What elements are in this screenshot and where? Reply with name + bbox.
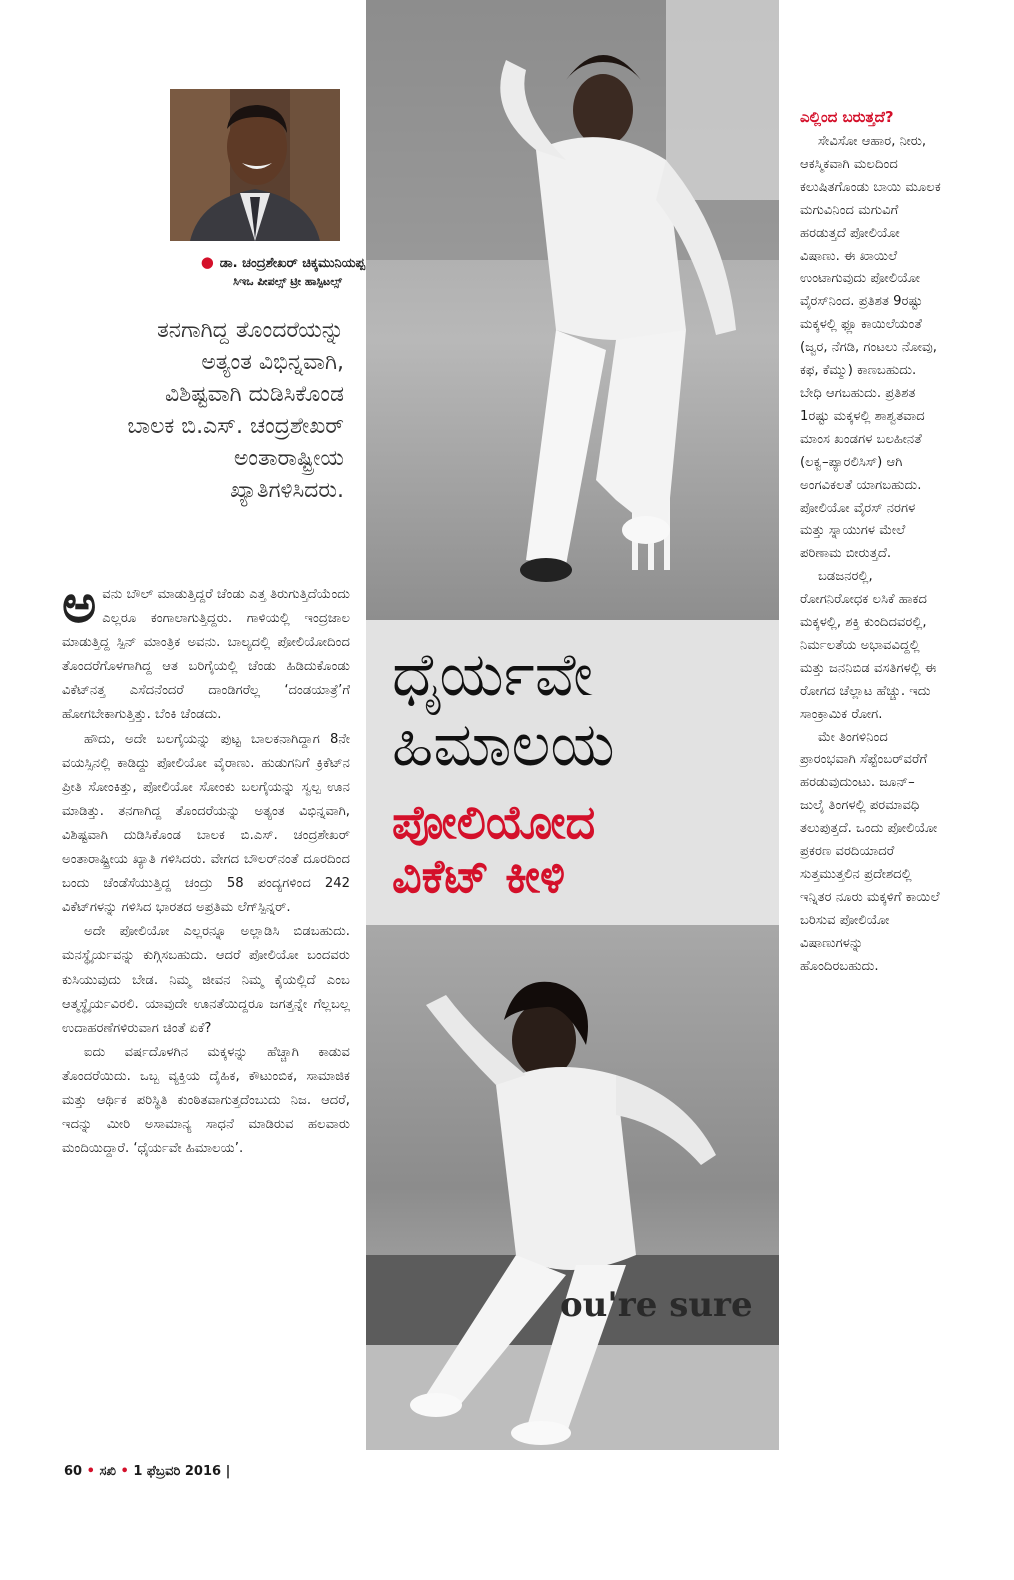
footer-divider: |: [225, 1464, 231, 1479]
footer-dot-icon: •: [120, 1464, 129, 1479]
page-number: 60: [64, 1464, 83, 1479]
subtitle-line: ವಿಕೆಟ್ ಕೀಳಿ: [392, 849, 566, 903]
sidebar-paragraph: ಸೇವಿಸೋ ಆಹಾರ, ನೀರು, ಆಕಸ್ಮಿಕವಾಗಿ ಮಲದಿಂದ ಕಲುಷಿತಗೊಂಡು ಬಾಯಿ ಮೂಲಕ ಮಗುವಿನಿಂದ ಮಗುವಿಗೆ ಹರಡುತ್ತದೆ ಪೋಲಿಯೋ ವಿಷಾಣು. ಈ ಖಾಯಿಲೆ ಉಂಟಾಗುವುದು ಪೋಲಿಯೋ ವೈರಸ್‌ನಿಂದ. ಪ್ರತಿಶತ 9ರಷ್ಟು ಮಕ್ಕಳಲ್ಲಿ ಫ್ಲೂ ಕಾಯಿಲೆಯಂತೆ (ಜ್ವರ, ನೆಗಡಿ, ಗಂಟಲು ನೋವು, ಕಫ, ಕೆಮ್ಮು) ಕಾಣಬಹುದು. ಬೇಧಿ ಆಗಬಹುದು. ಪ್ರತಿಶತ 1ರಷ್ಟು ಮಕ್ಕಳಲ್ಲಿ ಶಾಶ್ವತವಾದ ಮಾಂಸ ಖಂಡಗಳ ಬಲಹೀನತೆ (ಲಕ್ವ–ಪ್ಯಾರಲಿಸಿಸ್) ಆಗಿ ಅಂಗವಿಕಲತೆ ಯಾಗಬಹುದು. ಪೋಲಿಯೋ ವೈರಸ್ ನರಗಳ ಮತ್ತು ಸ್ನಾಯುಗಳ ಮೇಲೆ ಪರಿಣಾಮ ಬೀರುತ್ತದೆ.: [800, 134, 941, 562]
bullet-icon: ●: [200, 253, 214, 271]
pull-quote: [64, 315, 344, 507]
magazine-name: ಸಖಿ: [99, 1464, 116, 1479]
issue-date: 1 ಫೆಬ್ರವರಿ 2016: [133, 1464, 222, 1479]
title-line: ಹಿಮಾಲಯ: [392, 710, 615, 780]
sidebar-paragraph: ಬಡಜನರಲ್ಲಿ, ರೋಗನಿರೋಧಕ ಲಸಿಕೆ ಹಾಕದ ಮಕ್ಕಳಲ್ಲಿ, ಶಕ್ತಿ ಕುಂದಿದವರಲ್ಲಿ, ನಿರ್ಮಲತೆಯ ಅಭಾವವಿದ್ದಲ್ಲಿ ಮತ್ತು ಜನನಿಬಿಡ ವಸತಿಗಳಲ್ಲಿ ಈ ರೋಗದ ಚೆಲ್ಲಾಟ ಹೆಚ್ಚು. ಇದು ಸಾಂಕ್ರಾಮಿಕ ರೋಗ.: [800, 569, 937, 722]
background-banner-text: ou're sure: [560, 1285, 753, 1325]
article-paragraph: ಹೌದು, ಅದೇ ಬಲಗೈಯನ್ನು ಪುಟ್ಟ ಬಾಲಕನಾಗಿದ್ದಾಗ 8ನೇ ವಯಸ್ಸಿನಲ್ಲಿ ಕಾಡಿದ್ದು ಪೋಲಿಯೋ ವೈರಾಣು. ಹುಡುಗನಿಗೆ ಕ್ರಿಕೆಟ್‌ನ ಪ್ರೀತಿ ಸೋಂಕಿತ್ತು, ಪೋಲಿಯೋ ಸೋಂಕು ಬಲಗೈಯನ್ನು ಸ್ವಲ್ಪ ಊನ ಮಾಡಿತ್ತು. ತನಗಾಗಿದ್ದ ತೊಂದರೆಯನ್ನು ಅತ್ಯಂತ ವಿಭಿನ್ನವಾಗಿ, ವಿಶಿಷ್ಟವಾಗಿ ದುಡಿಸಿಕೊಂಡ ಬಾಲಕ ಬಿ.ಎಸ್. ಚಂದ್ರಶೇಖರ್ ಅಂತಾರಾಷ್ಟ್ರೀಯ ಖ್ಯಾತಿ ಗಳಿಸಿದರು. ವೇಗದ ಬೌಲರ್‌ನಂತೆ ದೂರದಿಂದ ಬಂದು ಚೆಂಡೆಸೆಯುತ್ತಿದ್ದ ಚಂದ್ರು 58 ಪಂದ್ಯಗಳಿಂದ 242 ವಿಕೆಟ್‌ಗಳನ್ನು ಗಳಿಸಿದ ಭಾರತದ ಅಪ್ರತಿಮ ಲೆಗ್‌ಸ್ಪಿನ್ನರ್.: [62, 731, 350, 916]
pull-quote-line: ಅಂತಾರಾಷ್ಟ್ರೀಯ: [233, 446, 344, 471]
sidebar-body: [800, 131, 942, 979]
sidebar-heading: ಎಲ್ಲಿಂದ ಬರುತ್ತದೆ?: [800, 108, 894, 126]
article-body: [62, 575, 350, 1161]
pull-quote-line: ಖ್ಯಾತಿಗಳಿಸಿದರು.: [230, 478, 344, 503]
pull-quote-line: ಬಾಲಕ ಬಿ.ಎಸ್. ಚಂದ್ರಶೇಖರ್: [127, 414, 344, 439]
sidebar-paragraph: ಮೇ ತಿಂಗಳಿನಿಂದ ಪ್ರಾರಂಭವಾಗಿ ಸೆಪ್ಟೆಂಬರ್‌ವರೆಗೆ ಹರಡುವುದುಂಟು. ಜೂನ್– ಜುಲೈ ತಿಂಗಳಲ್ಲಿ ಪರಮಾವಧಿ ತಲುಪುತ್ತದೆ. ಒಂದು ಪೋಲಿಯೋ ಪ್ರಕರಣ ವರದಿಯಾದರೆ ಸುತ್ತಮುತ್ತಲಿನ ಪ್ರದೇಶದಲ್ಲಿ ಇನ್ನಿತರ ನೂರು ಮಕ್ಕಳಿಗೆ ಕಾಯಿಲೆ ಬರಿಸುವ ಪೋಲಿಯೋ ವಿಷಾಣುಗಳನ್ನು ಹೊಂದಿರಬಹುದು.: [800, 729, 940, 974]
drop-cap: ಅ: [62, 575, 97, 635]
article-paragraph-text: ವನು ಬೌಲ್ ಮಾಡುತ್ತಿದ್ದರೆ ಚೆಂಡು ಎತ್ತ ತಿರುಗುತ್ತಿದೆಯೆಂದು ಎಲ್ಲರೂ ಕಂಗಾಲಾಗುತ್ತಿದ್ದರು. ಗಾಳಿಯಲ್ಲಿ ಇಂದ್ರಜಾಲ ಮಾಡುತ್ತಿದ್ದ ಸ್ಪಿನ್ ಮಾಂತ್ರಿಕ ಅವನು. ಬಾಲ್ಯದಲ್ಲಿ ಪೋಲಿಯೋದಿಂದ ತೊಂದರೆಗೊಳಗಾಗಿದ್ದ ಆತ ಬರಿಗೈಯಲ್ಲಿ ಚೆಂಡು ಹಿಡಿದುಕೊಂಡು ವಿಕೆಟ್‌ನತ್ತ ಎಸೆದನೆಂದರೆ ದಾಂಡಿಗರೆಲ್ಲ ‘ದಂಡಯಾತ್ರೆ’ಗೆ ಹೋಗಬೇಕಾಗುತ್ತಿತ್ತು. ಬೆಂಕಿ ಚೆಂಡದು.: [62, 587, 350, 723]
bowler-photo-top: [366, 0, 779, 620]
article-paragraph: ಅದೇ ಪೋಲಿಯೋ ಎಲ್ಲರನ್ನೂ ಅಲ್ಲಾಡಿಸಿ ಬಿಡಬಹುದು. ಮನಸ್ಥೈರ್ಯವನ್ನು ಕುಗ್ಗಿಸಬಹುದು. ಆದರೆ ಪೋಲಿಯೋ ಬಂದವರು ಕುಸಿಯುವುದು ಬೇಡ. ನಿಮ್ಮ ಜೀವನ ನಿಮ್ಮ ಕೈಯಲ್ಲಿದೆ ಎಂಬ ಆತ್ಮಸ್ಥೈರ್ಯವಿರಲಿ. ಯಾವುದೇ ಊನತೆಯಿದ್ದರೂ ಜಗತ್ತನ್ನೇ ಗೆಲ್ಲಬಲ್ಲ ಉದಾಹರಣೆಗಳಿರುವಾಗ ಚಿಂತೆ ಏಕೆ?: [62, 924, 350, 1036]
pull-quote-line: ತನಗಾಗಿದ್ದ ತೊಂದರೆಯನ್ನು: [157, 318, 344, 343]
author-hospital: ಸಿಇಒ ಪೀಪಲ್ಸ್ ಟ್ರೀ ಹಾಸ್ಪಿಟಲ್ಸ್: [233, 275, 342, 288]
author-photo: [170, 89, 340, 241]
footer-dot-icon: •: [86, 1464, 95, 1479]
page-footer: [64, 1464, 364, 1479]
article-subtitle: [392, 795, 772, 903]
article-title: [392, 640, 772, 780]
bowler-photo-bottom: [366, 925, 779, 1450]
pull-quote-line: ಅತ್ಯಂತ ವಿಭಿನ್ನವಾಗಿ,: [201, 350, 344, 375]
title-line: ಧೈರ್ಯವೇ: [392, 640, 593, 710]
pull-quote-line: ವಿಶಿಷ್ಟವಾಗಿ ದುಡಿಸಿಕೊಂಡ: [164, 382, 344, 407]
author-name-text: ಡಾ. ಚಂದ್ರಶೇಖರ್ ಚಿಕ್ಕಮುನಿಯಪ್ಪ: [219, 256, 365, 271]
article-paragraph: [62, 575, 350, 728]
author-name: [80, 254, 365, 272]
subtitle-line: ಪೋಲಿಯೋದ: [392, 795, 596, 849]
article-paragraph: ಐದು ವರ್ಷದೊಳಗಿನ ಮಕ್ಕಳನ್ನು ಹೆಚ್ಚಾಗಿ ಕಾಡುವ ತೊಂದರೆಯಿದು. ಒಬ್ಬ ವ್ಯಕ್ತಿಯ ದೈಹಿಕ, ಕೌಟುಂಬಿಕ, ಸಾಮಾಜಿಕ ಮತ್ತು ಆರ್ಥಿಕ ಪರಿಸ್ಥಿತಿ ಕುಂಠಿತವಾಗುತ್ತದೆಂಬುದು ನಿಜ. ಆದರೆ, ಇದನ್ನು ಮೀರಿ ಅಸಾಮಾನ್ಯ ಸಾಧನೆ ಮಾಡಿರುವ ಹಲವಾರು ಮಂದಿಯಿದ್ದಾರೆ. ‘ಧೈರ್ಯವೇ ಹಿಮಾಲಯ’.: [62, 1044, 350, 1157]
